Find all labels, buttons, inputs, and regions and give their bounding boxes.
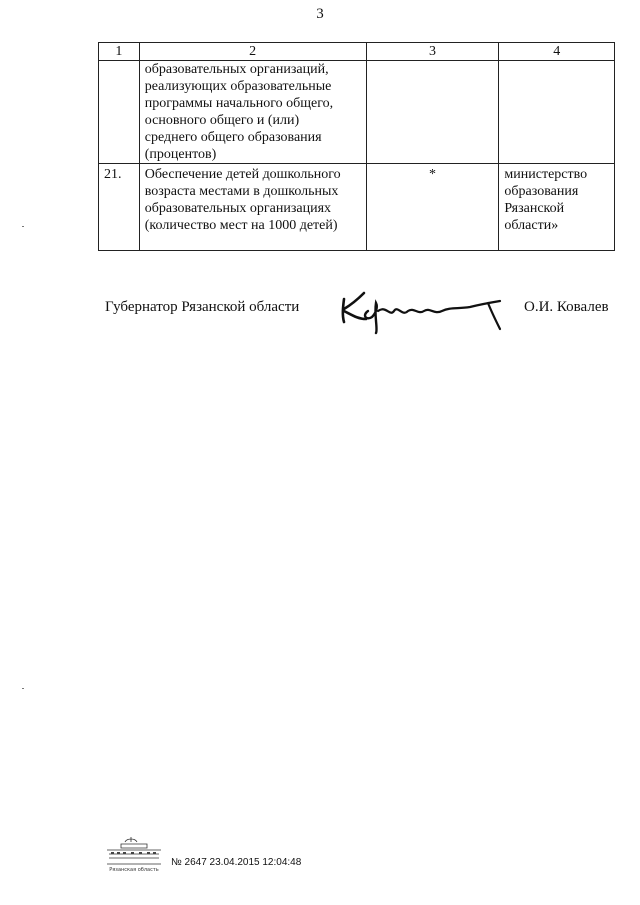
responsible-cell — [499, 61, 615, 164]
indicator-line: основного общего и (или) — [144, 113, 300, 128]
handwritten-signature — [338, 289, 506, 335]
signature-block — [0, 289, 640, 339]
table-header-row — [99, 43, 615, 61]
responsible-line: образования — [504, 184, 579, 199]
indicator-line: программы начального общего, — [144, 96, 334, 111]
value-cell — [366, 164, 499, 251]
registration-stamp — [103, 832, 165, 874]
indicator-line: образовательных организациях — [144, 201, 332, 216]
indicator-cell — [139, 164, 366, 251]
row-number-cell — [99, 61, 140, 164]
responsible-line: министерство — [504, 167, 588, 182]
asterisk-mark: * — [429, 167, 436, 182]
table-row — [99, 61, 615, 164]
governor-title: Губернатор Рязанской области — [105, 299, 300, 315]
indicator-line: (количество мест на 1000 детей) — [144, 218, 338, 233]
header-cell: 3 — [366, 43, 499, 61]
responsible-line: области» — [504, 218, 559, 233]
stamp-caption: Рязанская область — [109, 867, 159, 873]
registration-number: № 2647 — [171, 857, 207, 868]
responsible-cell — [499, 164, 615, 251]
header-cell: 2 — [139, 43, 366, 61]
governor-name: О.И. Ковалев — [524, 299, 609, 315]
indicator-line: среднего общего образования — [144, 130, 322, 145]
responsible-line: Рязанской — [504, 201, 565, 216]
indicator-line: возраста местами в дошкольных — [144, 184, 339, 199]
registration-line — [171, 857, 301, 868]
indicator-cell — [139, 61, 366, 164]
scan-speck — [22, 226, 24, 227]
value-cell — [366, 61, 499, 164]
indicator-line: (процентов) — [144, 147, 217, 162]
registration-datetime: 23.04.2015 12:04:48 — [209, 857, 302, 868]
table-row — [99, 164, 615, 251]
indicator-line: Обеспечение детей дошкольного — [144, 167, 341, 182]
indicator-line: образовательных организаций, — [144, 62, 329, 77]
document-table — [98, 42, 615, 251]
scan-speck — [22, 688, 24, 689]
header-cell: 4 — [499, 43, 615, 61]
row-number-cell: 21. — [99, 164, 140, 251]
indicator-line: реализующих образовательные — [144, 79, 332, 94]
header-cell: 1 — [99, 43, 140, 61]
page-number: 3 — [316, 6, 324, 22]
